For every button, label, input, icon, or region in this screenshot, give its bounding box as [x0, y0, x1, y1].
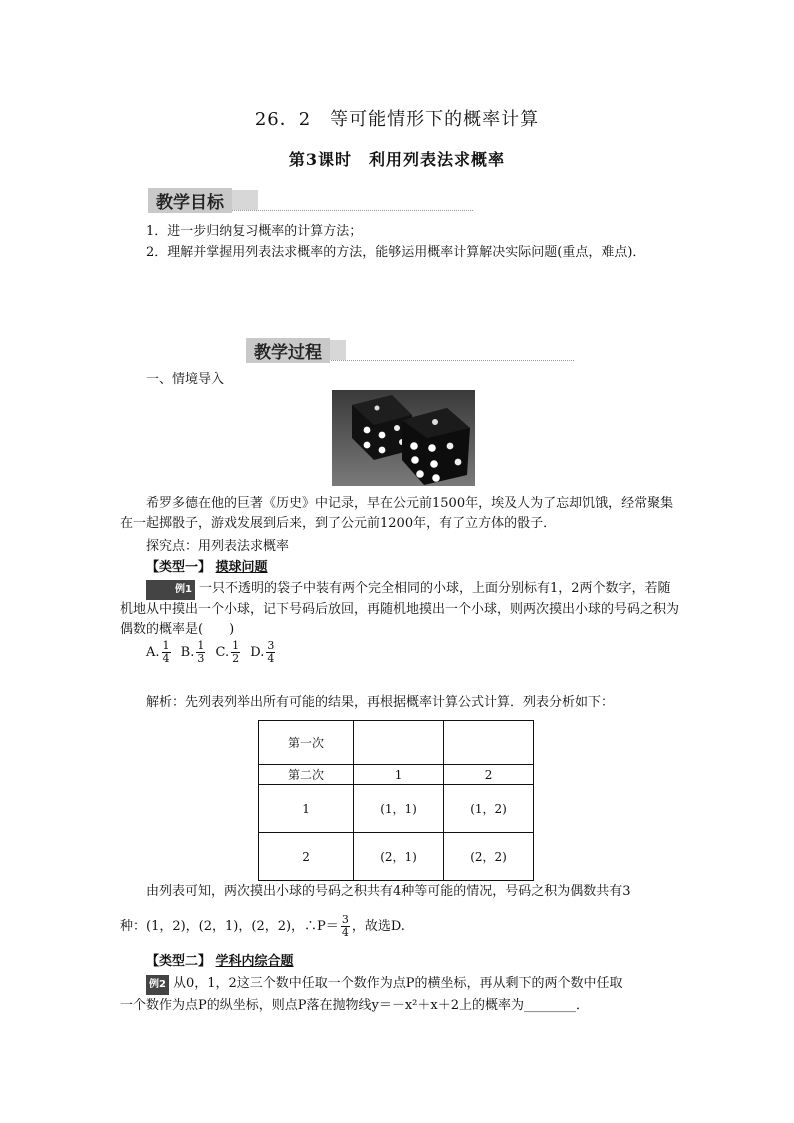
conclusion-line1: 由列表可知，两次摸出小球的号码之积共有4种等可能的情况，号码之积为偶数共有3: [146, 884, 631, 899]
example1-question: [120, 579, 680, 640]
table-cell: (1，1): [354, 785, 444, 833]
analysis-text: 解析：先列表列举出所有可能的结果，再根据概率计算公式计算．列表分析如下：: [146, 695, 615, 710]
type2-heading: [146, 952, 706, 972]
story-paragraph: 希罗多德在他的巨著《历史》中记录，早在公元前1500年，埃及人为了忘却饥饿，经常聚集在一起掷骰子，游戏发展到后来，到了公元前1200年，有了立方体的骰子．: [120, 496, 674, 531]
type2-name: 学科内综合题: [215, 954, 294, 969]
goal-item-1: 1．进一步归纳复习概率的计算方法；: [146, 224, 363, 239]
conclusion-fraction: $\frac{3}{4}$: [341, 913, 349, 939]
goal-item-2: 2．理解并掌握用列表法求概率的方法，能够运用概率计算解决实际问题(重点，难点)．: [146, 245, 646, 260]
section-process-banner: [246, 340, 574, 361]
outcome-table: [258, 720, 534, 881]
explore-point: 探究点：用列表法求概率: [146, 539, 290, 554]
example1-options: [146, 640, 277, 665]
dice-photo: [332, 390, 475, 486]
option-a: A. $\frac{1}{4}$: [146, 639, 170, 665]
option-b: B. $\frac{1}{3}$: [180, 639, 205, 665]
example2-tag: 例2: [146, 975, 169, 995]
table-cell: (2，2): [444, 833, 534, 881]
page-title: 26．2 等可能情形下的概率计算: [254, 109, 540, 130]
option-c: C. $\frac{1}{2}$: [215, 639, 240, 665]
conclusion-line2: 种：(1，2)，(2，1)，(2，2)，∴P＝ $\frac{3}{4}$ ，故选D.: [120, 913, 405, 939]
table-col-1: 1: [354, 765, 444, 785]
option-d: D. $\frac{3}{4}$: [250, 639, 275, 665]
example1-tag: 例1: [146, 580, 195, 600]
table-header-second: 第二次: [259, 765, 354, 785]
example2-line2: 一个数作为点P的纵坐标，则点P落在抛物线y＝－x²＋x＋2上的概率为________．: [120, 998, 589, 1013]
intro-heading: 一、情境导入: [146, 372, 225, 387]
section-goals-label: 教学目标: [148, 188, 232, 213]
type2-label: 【类型二】: [146, 954, 212, 969]
type1-heading: [146, 558, 706, 578]
table-header-first: 第一次: [259, 721, 354, 765]
table-cell: (2，1): [354, 833, 444, 881]
table-row-header: 2: [259, 833, 354, 881]
table-row-header: 1: [259, 785, 354, 833]
type1-label: 【类型一】: [146, 560, 212, 575]
table-cell: (1，2): [444, 785, 534, 833]
lesson-subtitle: 第3课时 利用列表法求概率: [288, 150, 506, 169]
table-col-2: 2: [444, 765, 534, 785]
section-goals-banner: [148, 190, 473, 211]
example2-line1: 例2 从0，1，2这三个数中任取一个数作为点P的横坐标，再从剩下的两个数中任取: [146, 974, 686, 995]
type1-name: 摸球问题: [215, 560, 268, 575]
example1-text: 一只不透明的袋子中装有两个完全相同的小球，上面分别标有1，2两个数字，若随机地从中摸出一个小球，记下号码后放回，再随机地摸出一个小球，则两次摸出小球的号码之积为偶数的概率是( ): [120, 581, 680, 637]
section-process-label: 教学过程: [246, 338, 330, 363]
